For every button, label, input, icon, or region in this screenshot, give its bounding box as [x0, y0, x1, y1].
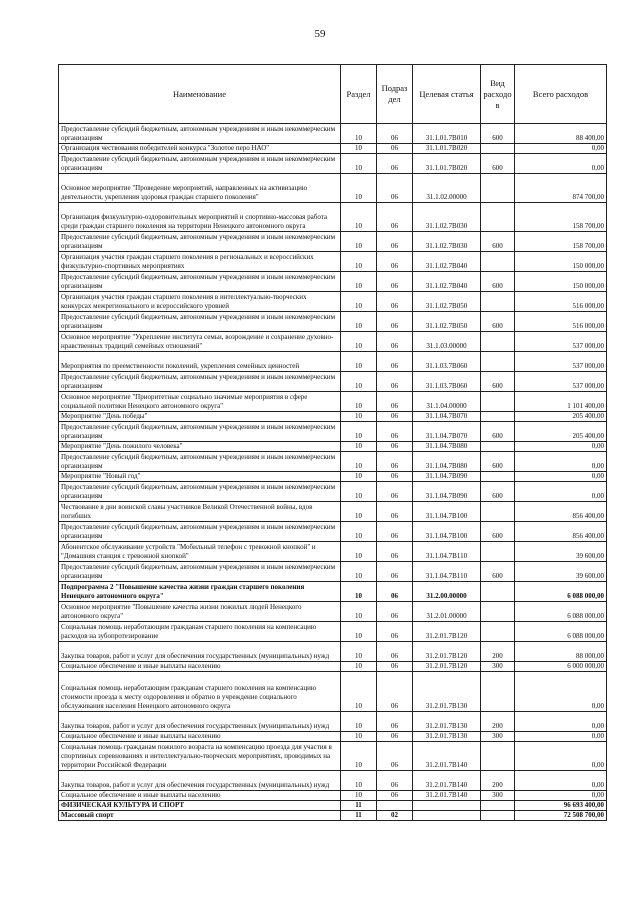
cell-expense-type: 600 — [481, 312, 515, 332]
table-row — [59, 292, 607, 312]
cell-total: 0,00 — [515, 154, 607, 174]
cell-name: Предоставление субсидий бюджетным, автономным учреждениям и иным некоммерческим организациям — [59, 232, 341, 252]
cell-total: 39 600,00 — [515, 562, 607, 582]
cell-target: 31.1.02.7В030 — [413, 203, 481, 232]
table-row — [59, 392, 607, 412]
cell-name: Чествование в дни воинской славы участников Великой Отечественной войны, вдов погибших — [59, 502, 341, 522]
table-row — [59, 712, 607, 732]
cell-target: 31.1.04.7В070 — [413, 422, 481, 442]
table-header-row — [59, 65, 607, 124]
header-total: Всего расходов — [515, 65, 607, 124]
table-row — [59, 791, 607, 801]
cell-subsection: 06 — [377, 662, 413, 672]
cell-name: Предоставление субсидий бюджетным, автономным учреждениям и иным некоммерческим организациям — [59, 452, 341, 472]
cell-target: 31.2.01.7В140 — [413, 771, 481, 791]
cell-name: Организация физкультурно-оздоровительных мероприятий и спортивно-массовая работа среди граждан старшего поколения на территории Ненецкого автономного округа — [59, 203, 341, 232]
cell-target: 31.1.03.7В060 — [413, 372, 481, 392]
table-row — [59, 312, 607, 332]
cell-target: 31.1.02.7В050 — [413, 312, 481, 332]
cell-total: 96 693 400,00 — [515, 801, 607, 811]
table-row — [59, 272, 607, 292]
cell-target: 31.2.01.7В140 — [413, 742, 481, 771]
table-row — [59, 742, 607, 771]
cell-name: Социальное обеспечение и иные выплаты населению — [59, 732, 341, 742]
header-section: Раздел — [341, 65, 377, 124]
cell-name: Мероприятие "День победы" — [59, 412, 341, 422]
cell-subsection: 06 — [377, 732, 413, 742]
cell-subsection: 06 — [377, 252, 413, 272]
cell-target: 31.1.02.7В040 — [413, 272, 481, 292]
cell-name: Мероприятие "Новый год" — [59, 472, 341, 482]
cell-subsection: 06 — [377, 312, 413, 332]
cell-section: 10 — [341, 232, 377, 252]
cell-total: 856 400,00 — [515, 502, 607, 522]
header-name: Наименование — [59, 65, 341, 124]
cell-name: Социальное обеспечение и иные выплаты населению — [59, 662, 341, 672]
cell-section: 10 — [341, 174, 377, 203]
cell-name: Предоставление субсидий бюджетным, автономным учреждениям и иным некоммерческим организациям — [59, 272, 341, 292]
cell-section: 10 — [341, 771, 377, 791]
cell-name: Основное мероприятие "Повышение качества жизни пожилых людей Ненецкого автономного округа" — [59, 602, 341, 622]
cell-section: 10 — [341, 791, 377, 801]
cell-target: 31.1.02.00000 — [413, 174, 481, 203]
cell-name: Основное мероприятие "Проведение мероприятий, направленных на активизацию деятельности, укрепления здоровья граждан старшего поколения" — [59, 174, 341, 203]
cell-expense-type: 200 — [481, 712, 515, 732]
cell-expense-type — [481, 672, 515, 712]
table-body — [59, 124, 607, 821]
cell-total: 0,00 — [515, 672, 607, 712]
cell-section: 10 — [341, 712, 377, 732]
cell-expense-type: 600 — [481, 452, 515, 472]
cell-expense-type — [481, 203, 515, 232]
cell-expense-type — [481, 622, 515, 642]
cell-total: 537 000,00 — [515, 372, 607, 392]
table-row — [59, 352, 607, 372]
cell-expense-type — [481, 352, 515, 372]
cell-name: Предоставление субсидий бюджетным, автономным учреждениям и иным некоммерческим организациям — [59, 154, 341, 174]
cell-total: 0,00 — [515, 732, 607, 742]
cell-subsection: 06 — [377, 672, 413, 712]
cell-subsection: 06 — [377, 442, 413, 452]
cell-subsection: 06 — [377, 542, 413, 562]
cell-expense-type: 600 — [481, 272, 515, 292]
cell-target: 31.2.01.7В130 — [413, 712, 481, 732]
cell-expense-type — [481, 332, 515, 352]
cell-expense-type — [481, 174, 515, 203]
cell-section: 10 — [341, 292, 377, 312]
cell-section: 10 — [341, 124, 377, 144]
cell-total: 39 600,00 — [515, 542, 607, 562]
cell-target: 31.2.01.7В120 — [413, 642, 481, 662]
cell-section: 10 — [341, 352, 377, 372]
cell-target: 31.2.01.7В120 — [413, 622, 481, 642]
cell-name: Организация участия граждан старшего поколения в региональных и всероссийских физкультурно-спортивных мероприятиях — [59, 252, 341, 272]
cell-target: 31.2.01.7В130 — [413, 732, 481, 742]
cell-target: 31.2.00.00000 — [413, 582, 481, 602]
table-row — [59, 412, 607, 422]
cell-total: 0,00 — [515, 482, 607, 502]
cell-target: 31.1.04.7В100 — [413, 502, 481, 522]
cell-section: 10 — [341, 442, 377, 452]
table-row — [59, 502, 607, 522]
cell-target: 31.1.02.7В040 — [413, 252, 481, 272]
cell-target: 31.1.03.7В060 — [413, 352, 481, 372]
cell-subsection: 06 — [377, 482, 413, 502]
table-row — [59, 662, 607, 672]
cell-expense-type: 300 — [481, 732, 515, 742]
cell-name: ФИЗИЧЕСКАЯ КУЛЬТУРА И СПОРТ — [59, 801, 341, 811]
header-subsection: Подраз дел — [377, 65, 413, 124]
table-row — [59, 582, 607, 602]
cell-name: Закупка товаров, работ и услуг для обеспечения государственных (муниципальных) нужд — [59, 771, 341, 791]
cell-total: 205 400,00 — [515, 422, 607, 442]
cell-name: Социальная помощь неработающим гражданам старшего поколения на компенсацию стоимости проезда к месту оздоровления и обратно в учреждение социального обслуживания населения Ненецкого автономного округа — [59, 672, 341, 712]
header-target: Целевая статья — [413, 65, 481, 124]
cell-total: 0,00 — [515, 144, 607, 154]
cell-total: 0,00 — [515, 771, 607, 791]
cell-total: 6 088 000,00 — [515, 622, 607, 642]
cell-target: 31.1.04.7В110 — [413, 542, 481, 562]
cell-target: 31.1.01.7В020 — [413, 154, 481, 174]
cell-expense-type — [481, 392, 515, 412]
header-expense-type: Вид расходо в — [481, 65, 515, 124]
cell-total: 874 700,00 — [515, 174, 607, 203]
cell-subsection: 06 — [377, 562, 413, 582]
cell-name: Мероприятия по преемственности поколений, укрепления семейных ценностей — [59, 352, 341, 372]
cell-total: 0,00 — [515, 472, 607, 482]
table-row — [59, 542, 607, 562]
cell-name: Абонентское обслуживание устройств "Мобильный телефон с тревожной кнопкой" и "Домашняя станция с тревожной кнопкой" — [59, 542, 341, 562]
cell-section: 10 — [341, 542, 377, 562]
cell-expense-type: 300 — [481, 662, 515, 672]
cell-name: Социальная помощь неработающим гражданам старшего поколения на компенсацию расходов на зубопротезирование — [59, 622, 341, 642]
cell-target: 31.1.04.7В080 — [413, 442, 481, 452]
cell-expense-type: 600 — [481, 482, 515, 502]
table-row — [59, 562, 607, 582]
cell-name: Закупка товаров, работ и услуг для обеспечения государственных (муниципальных) нужд — [59, 642, 341, 662]
cell-name: Подпрограмма 2 "Повышение качества жизни граждан старшего поколения Ненецкого автономного округа" — [59, 582, 341, 602]
cell-total: 88 000,00 — [515, 642, 607, 662]
table-row — [59, 124, 607, 144]
cell-subsection: 06 — [377, 602, 413, 622]
cell-target: 31.1.04.7В090 — [413, 482, 481, 502]
cell-subsection: 06 — [377, 154, 413, 174]
cell-subsection: 06 — [377, 771, 413, 791]
cell-section: 10 — [341, 312, 377, 332]
cell-expense-type: 200 — [481, 771, 515, 791]
cell-section: 10 — [341, 272, 377, 292]
cell-subsection: 06 — [377, 332, 413, 352]
cell-subsection: 06 — [377, 452, 413, 472]
cell-total: 856 400,00 — [515, 522, 607, 542]
cell-total: 158 700,00 — [515, 232, 607, 252]
cell-expense-type — [481, 502, 515, 522]
cell-target: 31.1.04.7В100 — [413, 522, 481, 542]
cell-subsection: 06 — [377, 292, 413, 312]
table-row — [59, 203, 607, 232]
cell-name: Социальная помощь гражданам пожилого возраста на компенсацию проезда для участия в спортивных соревнованиях и интеллектуально-творческих мероприятиях, проводимых на территории Российской Федерации — [59, 742, 341, 771]
cell-total: 0,00 — [515, 742, 607, 771]
cell-subsection: 06 — [377, 392, 413, 412]
cell-section: 10 — [341, 392, 377, 412]
cell-expense-type: 600 — [481, 422, 515, 442]
cell-section: 10 — [341, 672, 377, 712]
cell-total: 1 101 400,00 — [515, 392, 607, 412]
table-row — [59, 771, 607, 791]
cell-name: Мероприятие "День пожилого человека" — [59, 442, 341, 452]
cell-target — [413, 801, 481, 811]
cell-expense-type: 600 — [481, 372, 515, 392]
cell-expense-type — [481, 292, 515, 312]
cell-section: 10 — [341, 642, 377, 662]
cell-expense-type: 600 — [481, 562, 515, 582]
cell-subsection: 06 — [377, 622, 413, 642]
cell-target: 31.1.02.7В030 — [413, 232, 481, 252]
table-row — [59, 174, 607, 203]
cell-section: 10 — [341, 732, 377, 742]
cell-subsection — [377, 801, 413, 811]
cell-section: 10 — [341, 582, 377, 602]
table-row — [59, 672, 607, 712]
table-row — [59, 144, 607, 154]
cell-name: Предоставление субсидий бюджетным, автономным учреждениям и иным некоммерческим организациям — [59, 124, 341, 144]
table-row — [59, 811, 607, 821]
cell-expense-type — [481, 811, 515, 821]
cell-section: 10 — [341, 412, 377, 422]
cell-target: 31.1.04.7В110 — [413, 562, 481, 582]
cell-target: 31.1.04.7В090 — [413, 472, 481, 482]
cell-section: 11 — [341, 801, 377, 811]
cell-name: Предоставление субсидий бюджетным, автономным учреждениям и иным некоммерческим организациям — [59, 482, 341, 502]
cell-total: 6 088 000,00 — [515, 602, 607, 622]
cell-section: 11 — [341, 811, 377, 821]
cell-total: 88 400,00 — [515, 124, 607, 144]
cell-target: 31.1.01.7В020 — [413, 144, 481, 154]
cell-subsection: 06 — [377, 522, 413, 542]
cell-subsection: 06 — [377, 742, 413, 771]
cell-target: 31.2.01.00000 — [413, 602, 481, 622]
table-row — [59, 452, 607, 472]
cell-section: 10 — [341, 472, 377, 482]
cell-total: 0,00 — [515, 442, 607, 452]
table-row — [59, 332, 607, 352]
cell-target: 31.2.01.7В140 — [413, 791, 481, 801]
cell-total: 0,00 — [515, 791, 607, 801]
cell-expense-type — [481, 582, 515, 602]
cell-subsection: 06 — [377, 712, 413, 732]
table-row — [59, 801, 607, 811]
cell-name: Закупка товаров, работ и услуг для обеспечения государственных (муниципальных) нужд — [59, 712, 341, 732]
cell-section: 10 — [341, 502, 377, 522]
cell-section: 10 — [341, 422, 377, 442]
cell-total: 6 000 000,00 — [515, 662, 607, 672]
cell-section: 10 — [341, 452, 377, 472]
cell-target: 31.1.04.7В080 — [413, 452, 481, 472]
cell-expense-type: 600 — [481, 154, 515, 174]
table-row — [59, 642, 607, 662]
cell-expense-type: 300 — [481, 791, 515, 801]
table-row — [59, 252, 607, 272]
cell-name: Массовый спорт — [59, 811, 341, 821]
cell-section: 10 — [341, 332, 377, 352]
cell-subsection: 06 — [377, 582, 413, 602]
table-row — [59, 422, 607, 442]
cell-target: 31.1.04.7В070 — [413, 412, 481, 422]
cell-expense-type: 600 — [481, 124, 515, 144]
cell-subsection: 06 — [377, 502, 413, 522]
cell-target: 31.1.02.7В050 — [413, 292, 481, 312]
cell-total: 150 000,00 — [515, 272, 607, 292]
cell-target: 31.2.01.7В120 — [413, 662, 481, 672]
cell-expense-type: 600 — [481, 522, 515, 542]
cell-subsection: 06 — [377, 422, 413, 442]
cell-name: Основное мероприятие "Укрепление института семьи, возрождение и сохранение духовно-нравственных традиций семейных отношений" — [59, 332, 341, 352]
cell-subsection: 06 — [377, 174, 413, 203]
cell-name: Предоставление субсидий бюджетным, автономным учреждениям и иным некоммерческим организациям — [59, 522, 341, 542]
cell-target: 31.1.03.00000 — [413, 332, 481, 352]
cell-total: 150 000,00 — [515, 252, 607, 272]
cell-total: 205 400,00 — [515, 412, 607, 422]
cell-section: 10 — [341, 622, 377, 642]
cell-total: 516 000,00 — [515, 312, 607, 332]
cell-target: 31.1.04.00000 — [413, 392, 481, 412]
table-row — [59, 622, 607, 642]
cell-section: 10 — [341, 154, 377, 174]
cell-total: 0,00 — [515, 452, 607, 472]
cell-total: 537 000,00 — [515, 332, 607, 352]
cell-name: Предоставление субсидий бюджетным, автономным учреждениям и иным некоммерческим организациям — [59, 312, 341, 332]
cell-subsection: 06 — [377, 372, 413, 392]
table-row — [59, 522, 607, 542]
cell-target: 31.2.01.7В130 — [413, 672, 481, 712]
cell-subsection: 06 — [377, 272, 413, 292]
cell-expense-type: 600 — [481, 232, 515, 252]
cell-expense-type — [481, 472, 515, 482]
cell-section: 10 — [341, 602, 377, 622]
cell-section: 10 — [341, 372, 377, 392]
cell-total: 537 000,00 — [515, 352, 607, 372]
cell-name: Социальное обеспечение и иные выплаты населению — [59, 791, 341, 801]
cell-name: Предоставление субсидий бюджетным, автономным учреждениям и иным некоммерческим организациям — [59, 562, 341, 582]
budget-table — [58, 64, 607, 821]
cell-subsection: 06 — [377, 144, 413, 154]
cell-section: 10 — [341, 742, 377, 771]
table-row — [59, 442, 607, 452]
cell-total: 158 700,00 — [515, 203, 607, 232]
cell-subsection: 06 — [377, 412, 413, 422]
table-row — [59, 482, 607, 502]
cell-expense-type — [481, 742, 515, 771]
cell-expense-type — [481, 801, 515, 811]
cell-name: Основное мероприятие "Приоритетные социально значимые мероприятия в сфере социальной политики Ненецкого автономного округа" — [59, 392, 341, 412]
cell-section: 10 — [341, 252, 377, 272]
table-row — [59, 232, 607, 252]
cell-subsection: 06 — [377, 203, 413, 232]
cell-subsection: 06 — [377, 472, 413, 482]
cell-section: 10 — [341, 144, 377, 154]
cell-subsection: 06 — [377, 791, 413, 801]
cell-section: 10 — [341, 482, 377, 502]
cell-expense-type — [481, 252, 515, 272]
table-row — [59, 154, 607, 174]
cell-name: Предоставление субсидий бюджетным, автономным учреждениям и иным некоммерческим организациям — [59, 422, 341, 442]
cell-name: Предоставление субсидий бюджетным, автономным учреждениям и иным некоммерческим организациям — [59, 372, 341, 392]
table-row — [59, 372, 607, 392]
cell-target: 31.1.01.7В010 — [413, 124, 481, 144]
cell-name: Организация чествования победителей конкурса "Золотое перо НАО" — [59, 144, 341, 154]
cell-subsection: 06 — [377, 352, 413, 372]
cell-subsection: 06 — [377, 232, 413, 252]
page-number: 59 — [314, 28, 326, 40]
table-row — [59, 472, 607, 482]
cell-subsection: 06 — [377, 124, 413, 144]
cell-expense-type — [481, 602, 515, 622]
cell-section: 10 — [341, 562, 377, 582]
cell-total: 0,00 — [515, 712, 607, 732]
cell-total: 72 508 700,00 — [515, 811, 607, 821]
cell-section: 10 — [341, 203, 377, 232]
cell-name: Организация участия граждан старшего поколения в интеллектуально-творческих конкурсах межрегионального и всероссийского уровней — [59, 292, 341, 312]
table-row — [59, 602, 607, 622]
cell-subsection: 06 — [377, 642, 413, 662]
cell-section: 10 — [341, 662, 377, 672]
cell-total: 6 088 000,00 — [515, 582, 607, 602]
cell-total: 516 000,00 — [515, 292, 607, 312]
cell-subsection: 02 — [377, 811, 413, 821]
cell-section: 10 — [341, 522, 377, 542]
cell-expense-type — [481, 542, 515, 562]
cell-expense-type — [481, 144, 515, 154]
cell-expense-type — [481, 412, 515, 422]
cell-expense-type — [481, 442, 515, 452]
cell-target — [413, 811, 481, 821]
table-row — [59, 732, 607, 742]
cell-expense-type: 200 — [481, 642, 515, 662]
